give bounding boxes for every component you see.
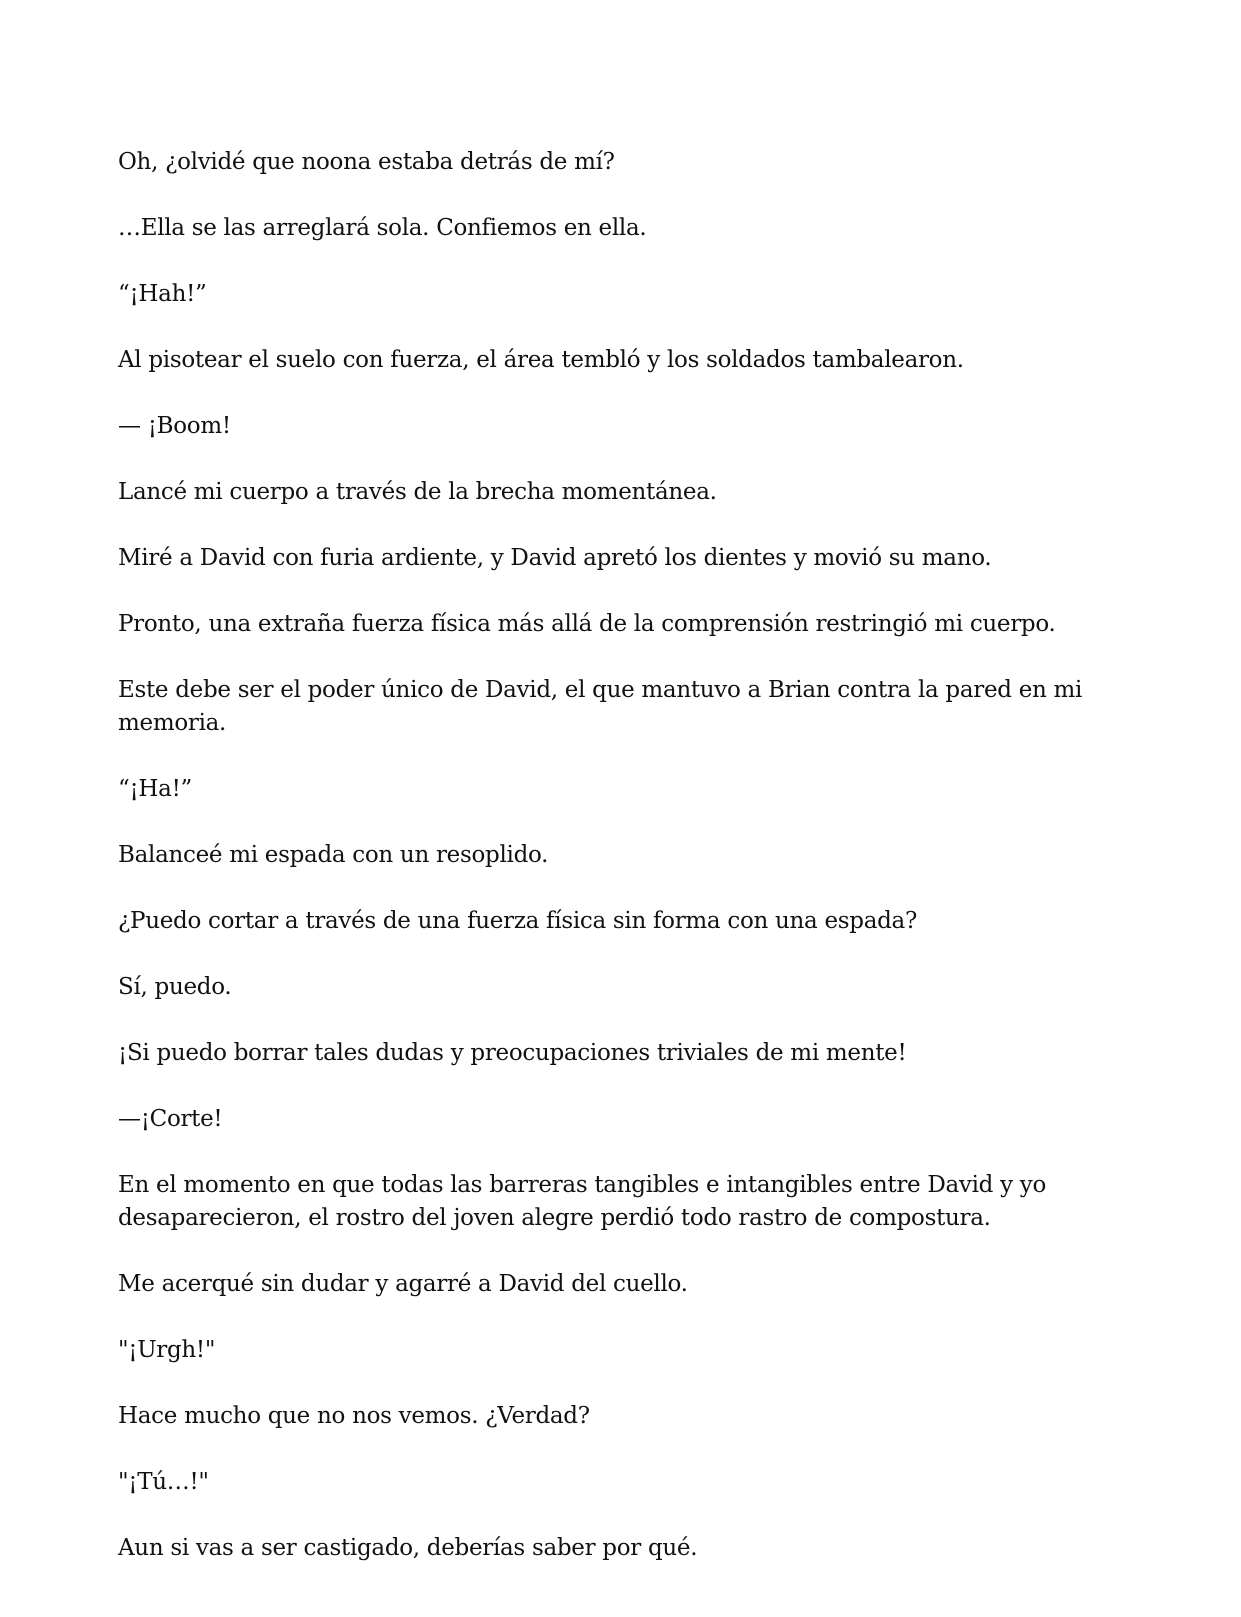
- paragraph: Miré a David con furia ardiente, y David apretó los dientes y movió su mano.: [118, 545, 992, 571]
- paragraph: Hace mucho que no nos vemos. ¿Verdad?: [118, 1403, 590, 1429]
- paragraph: —¡Corte!: [118, 1106, 223, 1132]
- paragraph: …Ella se las arreglará sola. Confiemos en ella.: [118, 215, 647, 241]
- paragraph: Este debe ser el poder único de David, el que mantuvo a Brian contra la pared en mi memoria.: [118, 677, 1083, 736]
- paragraph: Oh, ¿olvidé que noona estaba detrás de mí?: [118, 149, 615, 175]
- paragraph: Me acerqué sin dudar y agarré a David del cuello.: [118, 1271, 688, 1297]
- paragraph: Al pisotear el suelo con fuerza, el área tembló y los soldados tambalearon.: [118, 347, 964, 373]
- paragraph: Aun si vas a ser castigado, deberías saber por qué.: [118, 1535, 698, 1561]
- paragraph: Sí, puedo.: [118, 974, 232, 1000]
- paragraph: En el momento en que todas las barreras tangibles e intangibles entre David y yo desaparecieron, el rostro del joven alegre perdió todo rastro de compostura.: [118, 1172, 1047, 1231]
- paragraph: Pronto, una extraña fuerza física más allá de la comprensión restringió mi cuerpo.: [118, 611, 1056, 637]
- document-body: [118, 146, 1128, 1598]
- paragraph: “¡Hah!”: [118, 281, 207, 307]
- paragraph: "¡Urgh!": [118, 1337, 216, 1363]
- paragraph: “¡Ha!”: [118, 776, 192, 802]
- paragraph: ¡Si puedo borrar tales dudas y preocupaciones triviales de mi mente!: [118, 1040, 907, 1066]
- paragraph: Lancé mi cuerpo a través de la brecha momentánea.: [118, 479, 717, 505]
- paragraph: ¿Puedo cortar a través de una fuerza física sin forma con una espada?: [118, 908, 917, 934]
- paragraph: "¡Tú…!": [118, 1469, 209, 1495]
- paragraph: — ¡Boom!: [118, 413, 231, 439]
- paragraph: Balanceé mi espada con un resoplido.: [118, 842, 549, 868]
